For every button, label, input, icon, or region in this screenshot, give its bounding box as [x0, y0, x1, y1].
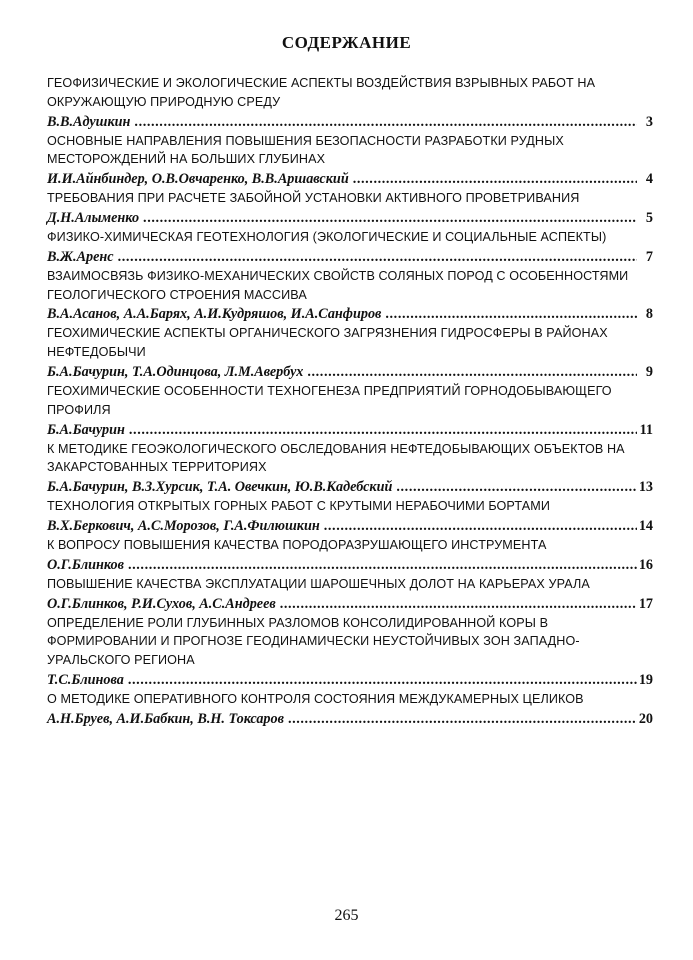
toc-entry-title: ГЕОХИМИЧЕСКИЕ АСПЕКТЫ ОРГАНИЧЕСКОГО ЗАГРЯЗНЕНИЯ ГИДРОСФЕРЫ В РАЙОНАХ НЕФТЕДОБЫЧИ	[47, 326, 608, 360]
toc-entry-page: 17	[638, 595, 653, 612]
toc-entry-author-line	[47, 304, 653, 324]
toc-entry-title: ТЕХНОЛОГИЯ ОТКРЫТЫХ ГОРНЫХ РАБОТ С КРУТЫМИ НЕРАБОЧИМИ БОРТАМИ	[47, 499, 550, 514]
dot-leader	[129, 420, 637, 440]
dot-leader	[288, 709, 637, 729]
toc-entry-author-line	[47, 169, 653, 189]
toc-entry	[47, 324, 653, 382]
toc-entry-title: ФИЗИКО-ХИМИЧЕСКАЯ ГЕОТЕХНОЛОГИЯ (ЭКОЛОГИЧЕСКИЕ И СОЦИАЛЬНЫЕ АСПЕКТЫ)	[47, 229, 607, 244]
dot-leader	[324, 516, 637, 536]
toc-entry-title: ГЕОФИЗИЧЕСКИЕ И ЭКОЛОГИЧЕСКИЕ АСПЕКТЫ ВОЗДЕЙСТВИЯ ВЗРЫВНЫХ РАБОТ НА ОКРУЖАЮЩУЮ ПРИРОДНУЮ СРЕДУ	[47, 76, 596, 109]
toc-entry-title: К ВОПРОСУ ПОВЫШЕНИЯ КАЧЕСТВА ПОРОДОРАЗРУШАЮЩЕГО ИНСТРУМЕНТА	[47, 537, 547, 552]
dot-leader	[307, 362, 637, 382]
toc-entry-authors: В.Х.Беркович, А.С.Морозов, Г.А.Филюшкин	[47, 517, 320, 534]
toc-entry-author-line	[47, 362, 653, 382]
toc-entry-author-line	[47, 112, 653, 132]
toc-entry-page: 14	[638, 517, 653, 534]
toc-entry-title: О МЕТОДИКЕ ОПЕРАТИВНОГО КОНТРОЛЯ СОСТОЯНИЯ МЕЖДУКАМЕРНЫХ ЦЕЛИКОВ	[47, 691, 584, 706]
toc-entry	[47, 497, 653, 536]
toc-entry-authors: Т.С.Блинова	[47, 671, 124, 688]
toc-entry-page: 5	[645, 209, 653, 226]
toc-entry-authors: Д.Н.Алыменко	[47, 209, 140, 226]
toc-entry-title: К МЕТОДИКЕ ГЕОЭКОЛОГИЧЕСКОГО ОБСЛЕДОВАНИЯ НЕФТЕДОБЫВАЮЩИХ ОБЪЕКТОВ НА ЗАКАРСТОВАННЫХ ТЕРРИТОРИЯХ	[47, 441, 625, 475]
dot-leader	[134, 112, 637, 132]
toc-entry-authors: В.А.Асанов, А.А.Барях, А.И.Кудряшов, И.А.Санфиров	[47, 306, 382, 323]
toc-entry-page: 20	[638, 710, 653, 727]
toc-entry-authors: А.Н.Бруев, А.И.Бабкин, В.Н. Токсаров	[47, 710, 284, 727]
toc-entry-title: ГЕОХИМИЧЕСКИЕ ОСОБЕННОСТИ ТЕХНОГЕНЕЗА ПРЕДПРИЯТИЙ ГОРНОДОБЫВАЮЩЕГО ПРОФИЛЯ	[47, 383, 612, 417]
toc-entry-author-line	[47, 477, 653, 497]
toc-entry-page: 7	[645, 248, 653, 265]
toc-entry-page: 16	[638, 556, 653, 573]
toc-entry-authors: В.Ж.Аренс	[47, 248, 114, 265]
toc-entry-page: 4	[645, 171, 653, 188]
toc-entry-author-line	[47, 516, 653, 536]
toc-entry-page: 11	[639, 421, 653, 438]
toc-entry-author-line	[47, 208, 653, 228]
toc-entry	[47, 440, 653, 498]
toc-entry	[47, 382, 653, 440]
dot-leader	[118, 247, 637, 267]
toc-entry	[47, 132, 653, 190]
toc-entry-authors: Б.А.Бачурин, В.З.Хурсик, Т.А. Овечкин, Ю.В.Кадебский	[47, 479, 393, 496]
page-title: СОДЕРЖАНИЕ	[281, 33, 412, 52]
toc-entry	[47, 614, 653, 690]
toc-entry	[47, 575, 653, 614]
dot-leader	[128, 555, 637, 575]
toc-entry-title: ОПРЕДЕЛЕНИЕ РОЛИ ГЛУБИННЫХ РАЗЛОМОВ КОНСОЛИДИРОВАННОЙ КОРЫ В ФОРМИРОВАНИИ И ПРОГНОЗЕ ГЕОДИНАМИЧЕСКИ НЕУСТОЙЧИВЫХ ЗОН ЗАПАДНО-УРАЛЬСКОГО РЕГИОНА	[47, 615, 580, 668]
toc-entry	[47, 189, 653, 228]
page-number: 265	[334, 907, 359, 924]
toc-entry-page: 8	[645, 306, 653, 323]
toc-entry	[47, 74, 653, 132]
toc-entry	[47, 690, 653, 729]
toc-entry-authors: В.В.Адушкин	[47, 113, 131, 130]
dot-leader	[353, 169, 637, 189]
toc-entry-page: 3	[645, 113, 653, 130]
toc-entry-title: ОСНОВНЫЕ НАПРАВЛЕНИЯ ПОВЫШЕНИЯ БЕЗОПАСНОСТИ РАЗРАБОТКИ РУДНЫХ МЕСТОРОЖДЕНИЙ НА БОЛЬШИХ ГЛУБИНАХ	[47, 133, 564, 167]
toc-entry-title: ПОВЫШЕНИЕ КАЧЕСТВА ЭКСПЛУАТАЦИИ ШАРОШЕЧНЫХ ДОЛОТ НА КАРЬЕРАХ УРАЛА	[47, 576, 590, 591]
toc-entry-page: 19	[638, 671, 653, 688]
toc-entry-title: ВЗАИМОСВЯЗЬ ФИЗИКО-МЕХАНИЧЕСКИХ СВОЙСТВ СОЛЯНЫХ ПОРОД С ОСОБЕННОСТЯМИ ГЕОЛОГИЧЕСКОГО СТРОЕНИЯ МАССИВА	[47, 268, 629, 302]
toc-entry-authors: О.Г.Блинков	[47, 556, 124, 573]
dot-leader	[385, 304, 637, 324]
toc-entry-author-line	[47, 709, 653, 729]
table-of-contents	[47, 74, 653, 729]
toc-entry-authors: Б.А.Бачурин, Т.А.Одинцова, Л.М.Авербух	[47, 363, 304, 380]
toc-entry-authors: И.И.Айнбиндер, О.В.Овчаренко, В.В.Аршавский	[47, 171, 349, 188]
toc-entry	[47, 228, 653, 267]
toc-entry	[47, 536, 653, 575]
dot-leader	[143, 208, 637, 228]
toc-entry-author-line	[47, 420, 653, 440]
toc-entry-author-line	[47, 594, 653, 614]
toc-entry-authors: О.Г.Блинков, Р.И.Сухов, А.С.Андреев	[47, 595, 276, 612]
toc-entry-author-line	[47, 555, 653, 575]
dot-leader	[396, 477, 636, 497]
toc-entry-page: 9	[645, 363, 653, 380]
dot-leader	[128, 670, 637, 690]
toc-entry-authors: Б.А.Бачурин	[47, 421, 125, 438]
toc-entry-page: 13	[638, 479, 653, 496]
toc-entry	[47, 267, 653, 325]
toc-entry-title: ТРЕБОВАНИЯ ПРИ РАСЧЕТЕ ЗАБОЙНОЙ УСТАНОВКИ АКТИВНОГО ПРОВЕТРИВАНИЯ	[47, 191, 580, 206]
toc-entry-author-line	[47, 670, 653, 690]
toc-entry-author-line	[47, 247, 653, 267]
dot-leader	[280, 594, 637, 614]
